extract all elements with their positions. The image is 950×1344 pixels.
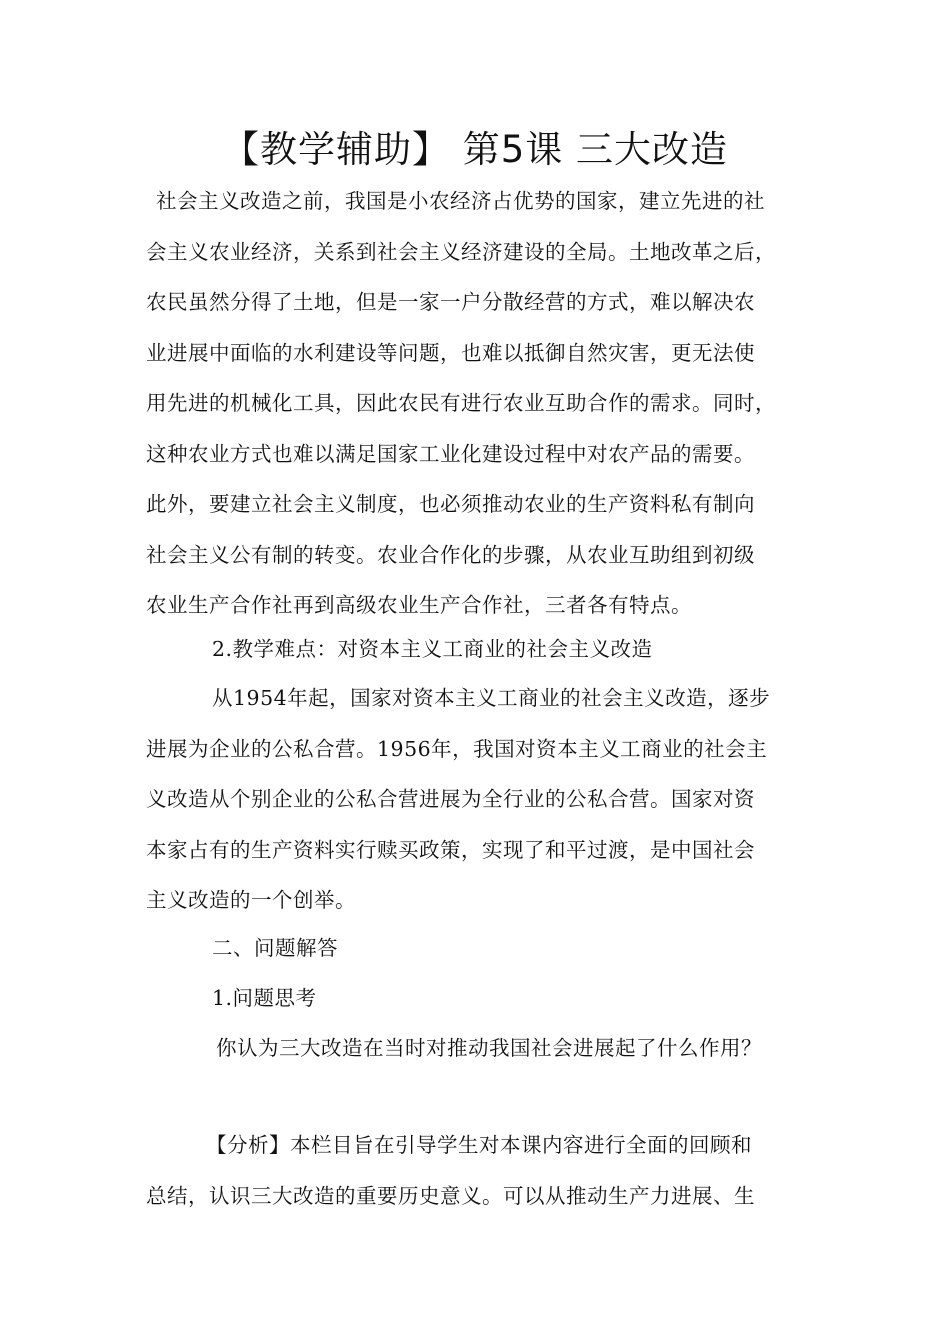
text-line: 社会主义改造之前，我国是小农经济占优势的国家，建立先进的社 (156, 189, 765, 213)
teaching-difficulty-heading (146, 624, 826, 675)
section-heading-qa (146, 923, 826, 974)
paragraph-commerce-reform (146, 673, 826, 926)
text-line: 总结，认识三大改造的重要历史意义。可以从推动生产力进展、生 (146, 1183, 755, 1208)
text-line: 你认为三大改造在当时对推动我国社会进展起了什么作用？ (216, 1036, 762, 1060)
text-line: 社会主义公有制的转变。农业合作化的步骤，从农业互助组到初级 (146, 542, 755, 567)
text-line: 【分析】本栏目旨在引导学生对本课内容进行全面的回顾和 (206, 1133, 752, 1157)
page-title: 【教学辅助】 第5课 三大改造 (221, 128, 729, 171)
text-line: 会主义农业经济，关系到社会主义经济建设的全局。土地改革之后， (146, 239, 776, 264)
text-line: 农民虽然分得了土地，但是一家一户分散经营的方式，难以解决农 (146, 290, 755, 314)
text-line: 进展为企业的公私合营。1956年，我国对资本主义工商业的社会主 (146, 736, 768, 761)
text-line: 二、问题解答 (212, 936, 338, 960)
text-line: 本家占有的生产资料实行赎买政策，实现了和平过渡，是中国社会 (146, 837, 755, 862)
paragraph-agriculture-reform (146, 176, 826, 631)
analysis-paragraph (146, 1120, 826, 1221)
question-text (146, 1023, 826, 1074)
text-line: 主义改造的一个创举。 (146, 888, 356, 912)
text-line: 业进展中面临的水利建设等问题，也难以抵御自然灾害，更无法使 (146, 340, 755, 365)
text-line: 从1954年起，国家对资本主义工商业的社会主义改造，逐步 (212, 686, 771, 710)
text-line: 1.问题思考 (212, 986, 317, 1010)
text-line: 用先进的机械化工具，因此农民有进行农业互助合作的需求。同时， (146, 391, 776, 415)
text-line: 此外，要建立社会主义制度，也必须推动农业的生产资料私有制向 (146, 492, 755, 516)
text-line: 2.教学难点：对资本主义工商业的社会主义改造 (212, 637, 653, 661)
text-line: 这种农业方式也难以满足国家工业化建设过程中对农产品的需要。 (146, 441, 755, 466)
subsection-heading-thinking (146, 973, 826, 1024)
text-line: 义改造从个别企业的公私合营进展为全行业的公私合营。国家对资 (146, 787, 755, 811)
text-line: 农业生产合作社再到高级农业生产合作社，三者各有特点。 (146, 593, 692, 617)
